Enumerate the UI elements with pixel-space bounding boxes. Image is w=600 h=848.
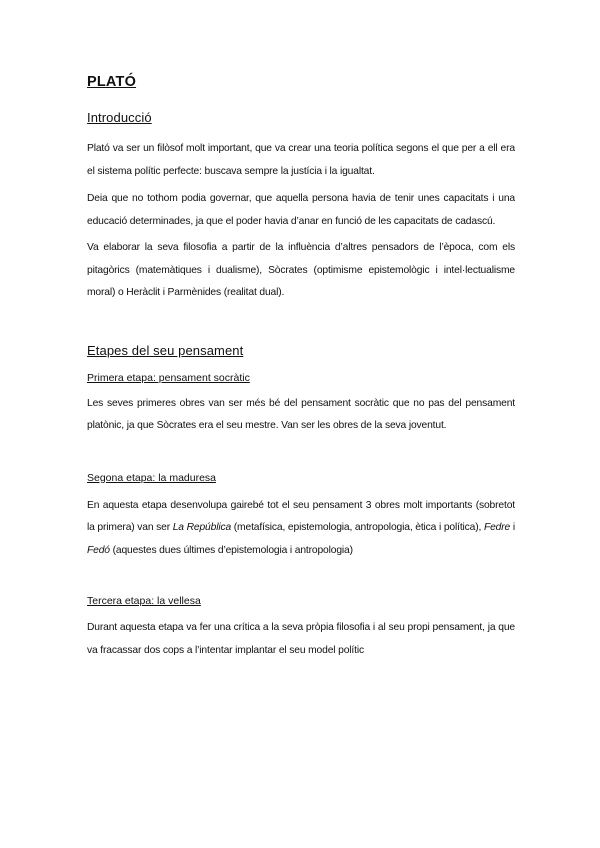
document-body [87,68,515,662]
stage2-text-after: (aquestes dues últimes d’epistemologia i antropologia) [109,544,353,556]
stage2-text-middle: (metafísica, epistemologia, antropologia, ètica i política), [231,522,484,533]
introduction-paragraph: Va elaborar la seva filosofia a partir de la influència d’altres pensadors de l’època, com els pitagòrics (matemàtiques i dualisme), Sòcrates (optimisme epistemològic i intel·lectualisme moral) o Heràclit i Parmènides (realitat dual). [87,242,515,298]
stages-heading: Etapes del seu pensament [87,342,244,358]
introduction-heading: Introducció [87,110,152,125]
stage1-paragraph: Les seves primeres obres van ser més bé del pensament socràtic que no pas del pensament platònic, ja que Sòcrates era el seu mestre. Van ser les obres de la seva joventut. [87,397,515,431]
work-title-fedre: Fedre [483,522,511,533]
stage2-conjunction: i [510,522,515,533]
work-title-la-republica: La República [172,522,232,533]
introduction-paragraph: Plató va ser un filòsof molt important, que va crear una teoria política segons el que per a ell era el sistema polític perfecte: buscava sempre la justícia i la igualtat. [87,143,515,177]
document-title: PLATÓ [87,74,137,90]
stage2-paragraph [87,495,515,563]
stage3-heading: Tercera etapa: la vellesa [87,595,201,607]
stage3-paragraph: Durant aquesta etapa va fer una crítica a la seva pròpia filosofia i al seu propi pensament, ja que va fracassar dos cops a l’intentar implantar el seu model polític [87,622,515,656]
stage1-heading: Primera etapa: pensament socràtic [87,371,250,384]
work-title-fedo: Fedó [87,544,110,556]
stage2-text-before: En aquesta etapa desenvolupa gairebé tot el seu pensament 3 obres molt importants (sobretot la primera) van ser [87,499,515,533]
stage2-heading: Segona etapa: la maduresa [87,471,217,484]
introduction-paragraph: Deia que no tothom podia governar, que aquella persona havia de tenir unes capacitats i una educació determinades, ja que el poder havia d’anar en funció de les capacitats de cadascú. [87,193,515,227]
